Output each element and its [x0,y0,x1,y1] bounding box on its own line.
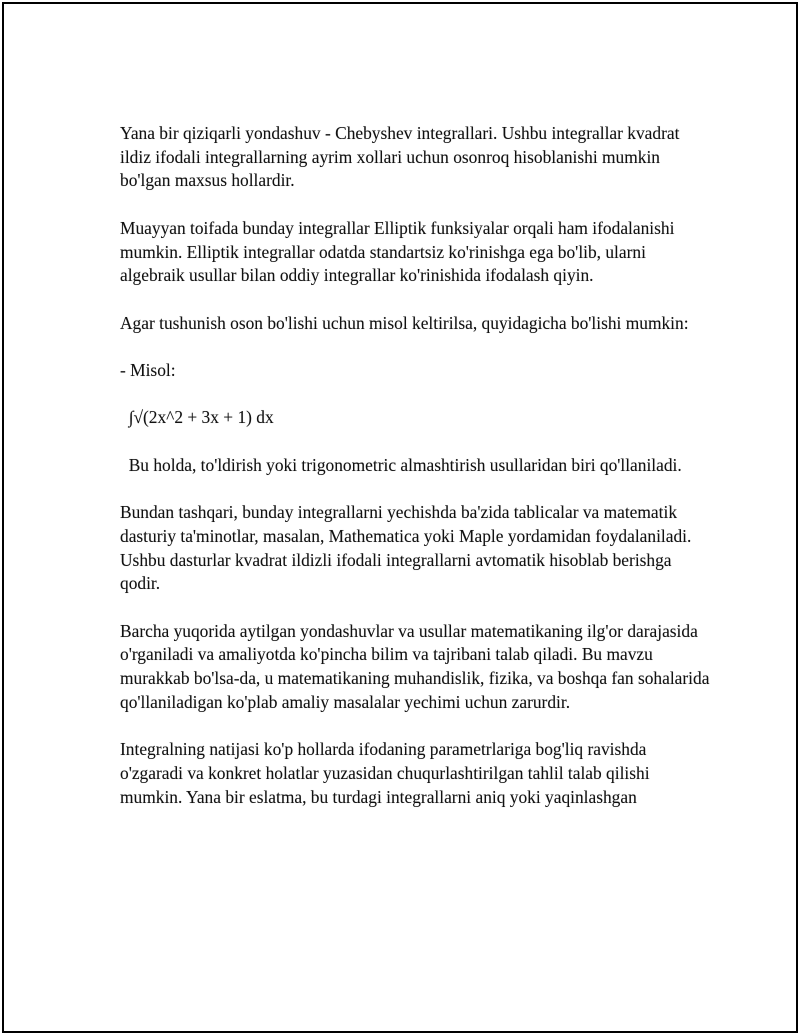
document-body [120,122,710,809]
paragraph-chebyshev-intro: Yana bir qiziqarli yondashuv - Chebyshev integrallari. Ushbu integrallar kvadrat ildiz ifodali integrallarning ayrim xollari uchun osonroq hisoblanishi mumkin bo'lgan maxsus hollardir. [120,123,680,191]
paragraph-elliptic-functions: Muayyan toifada bunday integrallar Elliptik funksiyalar orqali ham ifodalanishi mumkin. Elliptik integrallar odatda standartsiz ko'rinishga ega bo'lib, ularni algebraik usullar bilan oddiy integrallar ko'rinishida ifodalash qiyin. [120,217,675,286]
paragraph-parameter-dependence: Integralning natijasi ko'p hollarda ifodaning parametrlariga bog'liq ravishda o'zgaradi va konkret holatlar yuzasidan chuqurlashtirilgan tahlil talab qilishi mumkin. Yana bir eslatma, bu turdagi integrallarni aniq yoki yaqinlashgan [120,739,650,807]
paragraph-substitution-method: Bu holda, to'ldirish yoki trigonometric almashtirish usullaridan biri qo'llaniladi. [120,454,682,475]
paragraph-integral-formula: ∫√(2x^2 + 3x + 1) dx [120,407,274,428]
paragraph-software-tools: Bundan tashqari, bunday integrallarni yechishda ba'zida tablicalar va matematik dasturiy ta'minotlar, masalan, Mathematica yoki Maple yordamidan foydalaniladi. Ushbu dasturlar kvadrat ildizli ifodali integrallarni avtomatik hisoblab berishga qodir. [120,502,692,594]
document-page [2,2,798,1033]
paragraph-example-label: - Misol: [120,359,176,380]
paragraph-example-intro: Agar tushunish oson bo'lishi uchun misol keltirilsa, quyidagicha bo'lishi mumkin: [120,312,689,333]
paragraph-advanced-level: Barcha yuqorida aytilgan yondashuvlar va usullar matematikaning ilg'or darajasida o'rganiladi va amaliyotda ko'pincha bilim va tajribani talab qiladi. Bu mavzu murakkab bo'lsa-da, u matematikaning muhandislik, fizika, va boshqa fan sohalarida qo'llaniladigan ko'plab amaliy masalalar yechimi uchun zarurdir. [120,620,710,712]
